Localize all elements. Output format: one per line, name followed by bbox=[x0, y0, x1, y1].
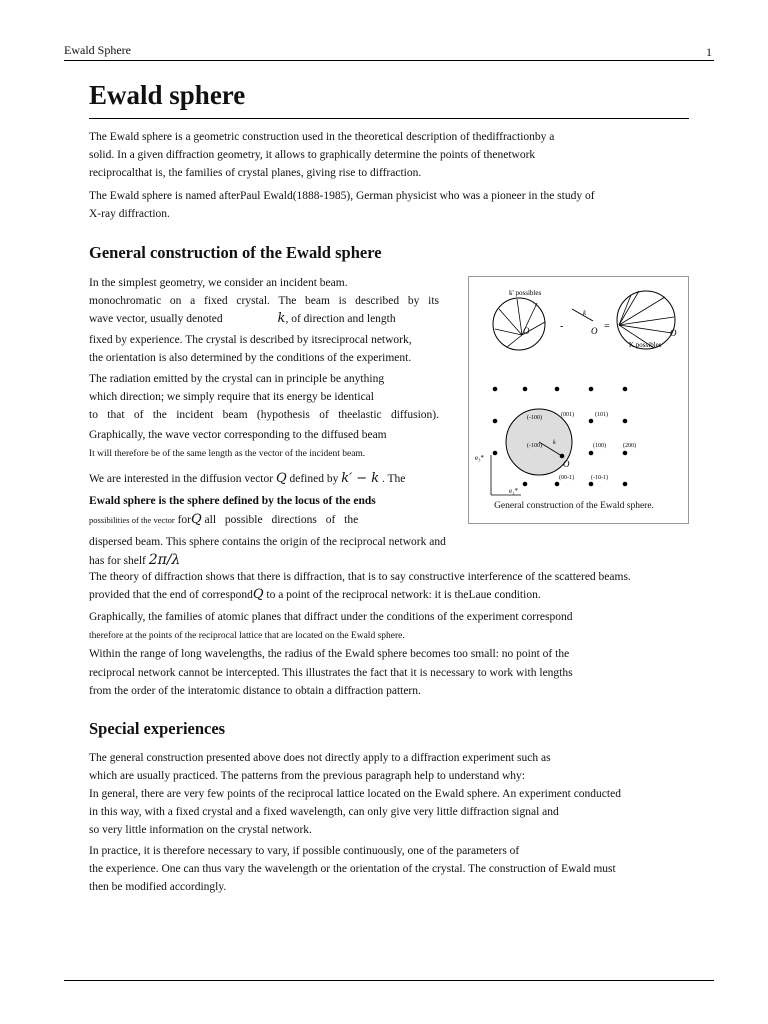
body-line: reciprocal network cannot be intercepted. This illustrates the fact that it is necessary to work with lengths bbox=[89, 667, 573, 679]
body-text: to a point of the reciprocal network: it is theLaue condition. bbox=[266, 589, 541, 601]
body-line: The general construction presented above does not directly apply to a diffraction experiment such as bbox=[89, 752, 551, 764]
vector-q: Q bbox=[252, 587, 264, 602]
label-200: (200) bbox=[623, 443, 636, 449]
body-line: which are usually practiced. The patterns from the previous paragraph help to understand why: bbox=[89, 770, 526, 782]
body-line: Graphically, the wave vector corresponding to the diffused beam bbox=[89, 429, 387, 441]
label-10m1: (-10-1) bbox=[591, 475, 608, 481]
body-line: the orientation is also determined by the conditions of the experiment. bbox=[89, 352, 412, 364]
intro-line: X-ray diffraction. bbox=[89, 208, 170, 220]
header-rule bbox=[64, 60, 714, 61]
label-00m1: (00-1) bbox=[559, 475, 574, 481]
intro-line: The Ewald sphere is named afterPaul Ewald(1888-1985), German physicist who was a pioneer in the study of bbox=[89, 190, 595, 202]
label-k-possibles: K possibles bbox=[629, 341, 662, 349]
intro-line: The Ewald sphere is a geometric construction used in the theoretical description of thediffractionby a bbox=[89, 131, 555, 143]
ewald-figure bbox=[468, 276, 689, 524]
intro-line: reciprocalthat is, the families of crystal planes, giving rise to diffraction. bbox=[89, 167, 422, 179]
label-origin: O bbox=[591, 326, 598, 336]
label-001: (001) bbox=[561, 412, 574, 418]
body-line: dispersed beam. This sphere contains the origin of the reciprocal network and bbox=[89, 536, 446, 548]
body-text: We are interested in the diffusion vector bbox=[89, 473, 274, 485]
body-text: has for shelf bbox=[89, 555, 146, 567]
label-e1: e₁* bbox=[509, 487, 519, 495]
body-line bbox=[89, 470, 405, 488]
body-line: then be modified accordingly. bbox=[89, 881, 227, 893]
body-line: In practice, it is therefore necessary to vary, if possible continuously, one of the parameters of bbox=[89, 845, 520, 857]
body-line: from the order of the interatomic distance to obtain a diffraction pattern. bbox=[89, 685, 421, 697]
vector-difference: k′ − k bbox=[341, 471, 380, 486]
body-line: in this way, with a fixed crystal and a fixed wavelength, can only give very little diffraction signal and bbox=[89, 806, 559, 818]
body-text: , of direction and length bbox=[285, 313, 396, 325]
label-m100-a: (-100) bbox=[527, 415, 542, 421]
label-equals: = bbox=[604, 321, 610, 332]
title-rule bbox=[89, 118, 689, 119]
label-minus: - bbox=[560, 321, 564, 332]
body-line: In general, there are very few points of the reciprocal lattice located on the Ewald sphere. An experiment conducted bbox=[89, 788, 621, 800]
body-line: The radiation emitted by the crystal can in principle be anything bbox=[89, 373, 385, 385]
label-m100-b: (-100) bbox=[527, 443, 542, 449]
body-text: wave vector, usually denoted bbox=[89, 313, 223, 325]
label-origin: O bbox=[670, 328, 677, 338]
body-line: monochromatic on a fixed crystal. The beam is described by its bbox=[89, 295, 439, 307]
body-line bbox=[89, 310, 396, 328]
body-line-bold: Ewald sphere is the sphere defined by the locus of the ends bbox=[89, 495, 376, 507]
label-origin: O bbox=[563, 459, 570, 469]
body-text: provided that the end of correspond bbox=[89, 589, 253, 601]
body-line: to that of the incident beam (hypothesis of theelastic diffusion). bbox=[89, 409, 439, 421]
body-text: possibilities of the vector bbox=[89, 515, 175, 525]
sphere-kprime bbox=[493, 298, 545, 350]
body-line: Graphically, the families of atomic planes that diffract under the conditions of the experiment correspond bbox=[89, 611, 573, 623]
body-line: Within the range of long wavelengths, the radius of the Ewald sphere becomes too small: no point of the bbox=[89, 648, 570, 660]
running-header: Ewald Sphere bbox=[64, 43, 131, 57]
body-text: for bbox=[177, 514, 191, 526]
body-line: the experience. One can thus vary the wavelength or the orientation of the crystal. The construction of Ewald must bbox=[89, 863, 616, 875]
section-heading: General construction of the Ewald sphere bbox=[89, 243, 382, 262]
section-heading: Special experiences bbox=[89, 719, 226, 738]
label-e3: e₃* bbox=[475, 454, 485, 462]
body-text: . The bbox=[381, 473, 406, 485]
label-origin: O bbox=[523, 326, 530, 336]
body-line bbox=[89, 586, 541, 604]
intro-line: solid. In a given diffraction geometry, it allows to graphically determine the points of thenetwork bbox=[89, 149, 536, 161]
body-line: fixed by experience. The crystal is described by itsreciprocal network, bbox=[89, 334, 412, 346]
label-k-possibles-top: k' possibles bbox=[509, 289, 542, 297]
vector-q: Q bbox=[191, 512, 202, 527]
body-text: all possible directions of the bbox=[204, 514, 359, 526]
body-line: therefore at the points of the reciprocal lattice that are located on the Ewald sphere. bbox=[89, 631, 405, 641]
body-line: so very little information on the crystal network. bbox=[89, 824, 312, 836]
label-k: k bbox=[583, 309, 587, 317]
two-pi-over-lambda: 2π/λ bbox=[148, 552, 181, 568]
k-arrows bbox=[619, 291, 674, 348]
ewald-diagram bbox=[469, 277, 688, 497]
label-101: (101) bbox=[595, 412, 608, 418]
body-line bbox=[89, 511, 358, 529]
body-line: which direction; we simply require that its energy be identical bbox=[89, 391, 374, 403]
label-100: (100) bbox=[593, 443, 606, 449]
label-k: k bbox=[553, 440, 556, 446]
vector-q: Q bbox=[275, 471, 287, 486]
body-line: In the simplest geometry, we consider an incident beam. bbox=[89, 277, 348, 289]
body-line: The theory of diffraction shows that there is diffraction, that is to say constructive interference of the scattered beams. bbox=[89, 571, 631, 583]
body-line: It will therefore be of the same length as the vector of the incident beam. bbox=[89, 449, 366, 459]
page-title: Ewald sphere bbox=[89, 80, 246, 110]
vector-k: k bbox=[277, 311, 286, 326]
footer-rule bbox=[64, 980, 714, 981]
body-text: defined by bbox=[289, 473, 339, 485]
figure-caption: General construction of the Ewald sphere. bbox=[494, 501, 654, 511]
page-number: 1 bbox=[706, 45, 712, 59]
